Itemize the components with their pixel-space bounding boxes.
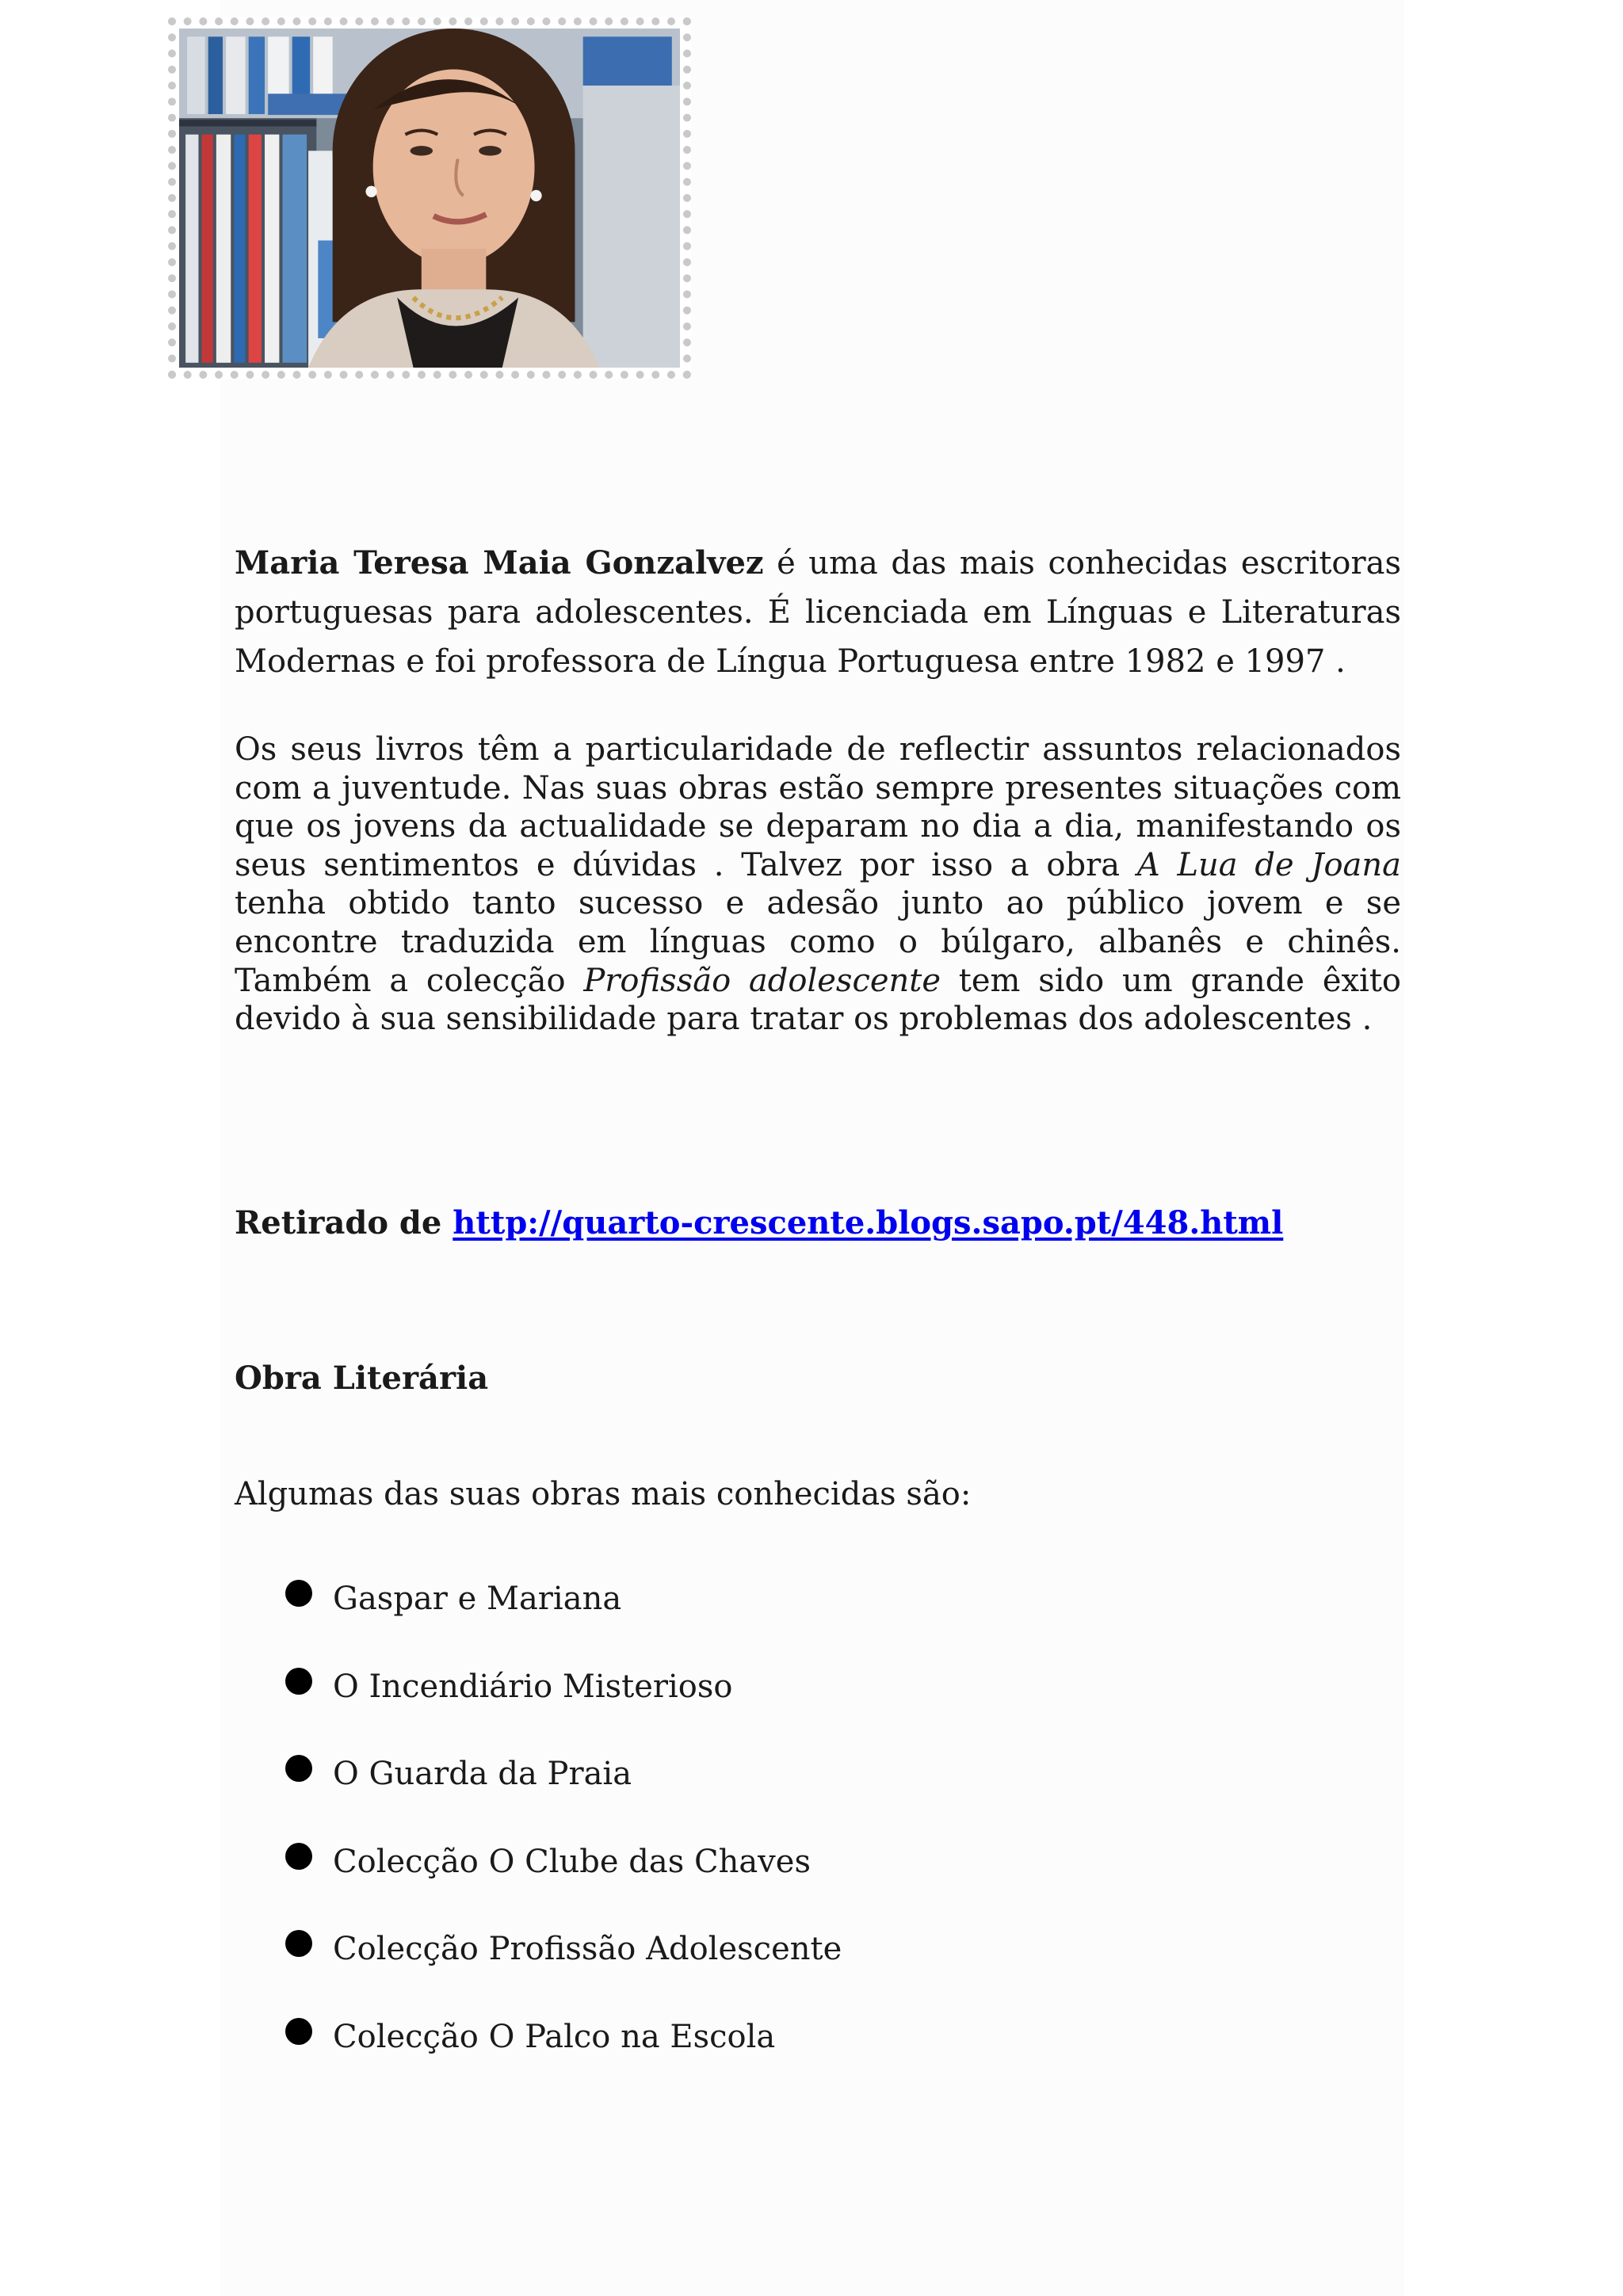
- work-title: Colecção O Palco na Escola: [333, 2018, 776, 2055]
- book-title-lua-de-joana: A Lua de Joana: [1136, 846, 1401, 883]
- list-item: [285, 1577, 842, 1665]
- intro-paragraph: [235, 539, 1401, 686]
- list-item: [285, 1927, 842, 2015]
- list-item: [285, 1752, 842, 1840]
- section-heading: Obra Literária: [235, 1360, 489, 1397]
- bullet-icon: [285, 1668, 312, 1695]
- bio-paragraph: [235, 730, 1401, 1039]
- work-title: Colecção Profissão Adolescente: [333, 1931, 842, 1968]
- bio-text-part-2: tenha obtido tanto sucesso e adesão junto ao público jovem e se encontre traduzida em línguas como o búlgaro, albanês e chinês. Também a colecção: [235, 885, 1401, 999]
- author-photo: [168, 17, 691, 379]
- works-list: [285, 1577, 842, 2103]
- source-link[interactable]: http://quarto-crescente.blogs.sapo.pt/448.html: [453, 1204, 1284, 1241]
- bullet-icon: [285, 1580, 312, 1607]
- bullet-icon: [285, 1843, 312, 1870]
- works-intro: Algumas das suas obras mais conhecidas são:: [235, 1476, 972, 1512]
- source-label: Retirado de: [235, 1204, 453, 1241]
- collection-title-profissao: Profissão adolescente: [583, 962, 941, 999]
- list-item: [285, 1840, 842, 1928]
- intro-text: é uma das mais conhecidas escritoras portuguesas para adolescentes. É licenciada em Línguas e Literaturas Modernas e foi professora de Língua Portuguesa entre 1982 e 1997 .: [235, 545, 1401, 680]
- bullet-icon: [285, 2018, 312, 2045]
- work-title: O Incendiário Misterioso: [333, 1668, 733, 1705]
- bio-text-part-3: tem sido um grande êxito devido à sua sensibilidade para tratar os problemas dos adolescentes .: [235, 962, 1401, 1038]
- list-item: [285, 2015, 842, 2103]
- list-item: [285, 1665, 842, 1753]
- author-portrait-photo-icon: [179, 29, 680, 368]
- work-title: O Guarda da Praia: [333, 1756, 632, 1793]
- work-title: Gaspar e Mariana: [333, 1581, 622, 1617]
- bullet-icon: [285, 1930, 312, 1957]
- bio-text-part-1: Os seus livros têm a particularidade de reflectir assuntos relacionados com a juventude. Nas suas obras estão sempre presentes situações com que os jovens da actualidade se deparam no dia a dia, manifestando os seus sentimentos e dúvidas . Talvez por isso a obra: [235, 731, 1401, 883]
- author-name: Maria Teresa Maia Gonzalvez: [235, 544, 764, 582]
- bullet-icon: [285, 1755, 312, 1782]
- work-title: Colecção O Clube das Chaves: [333, 1843, 811, 1880]
- source-line: [235, 1201, 1401, 1245]
